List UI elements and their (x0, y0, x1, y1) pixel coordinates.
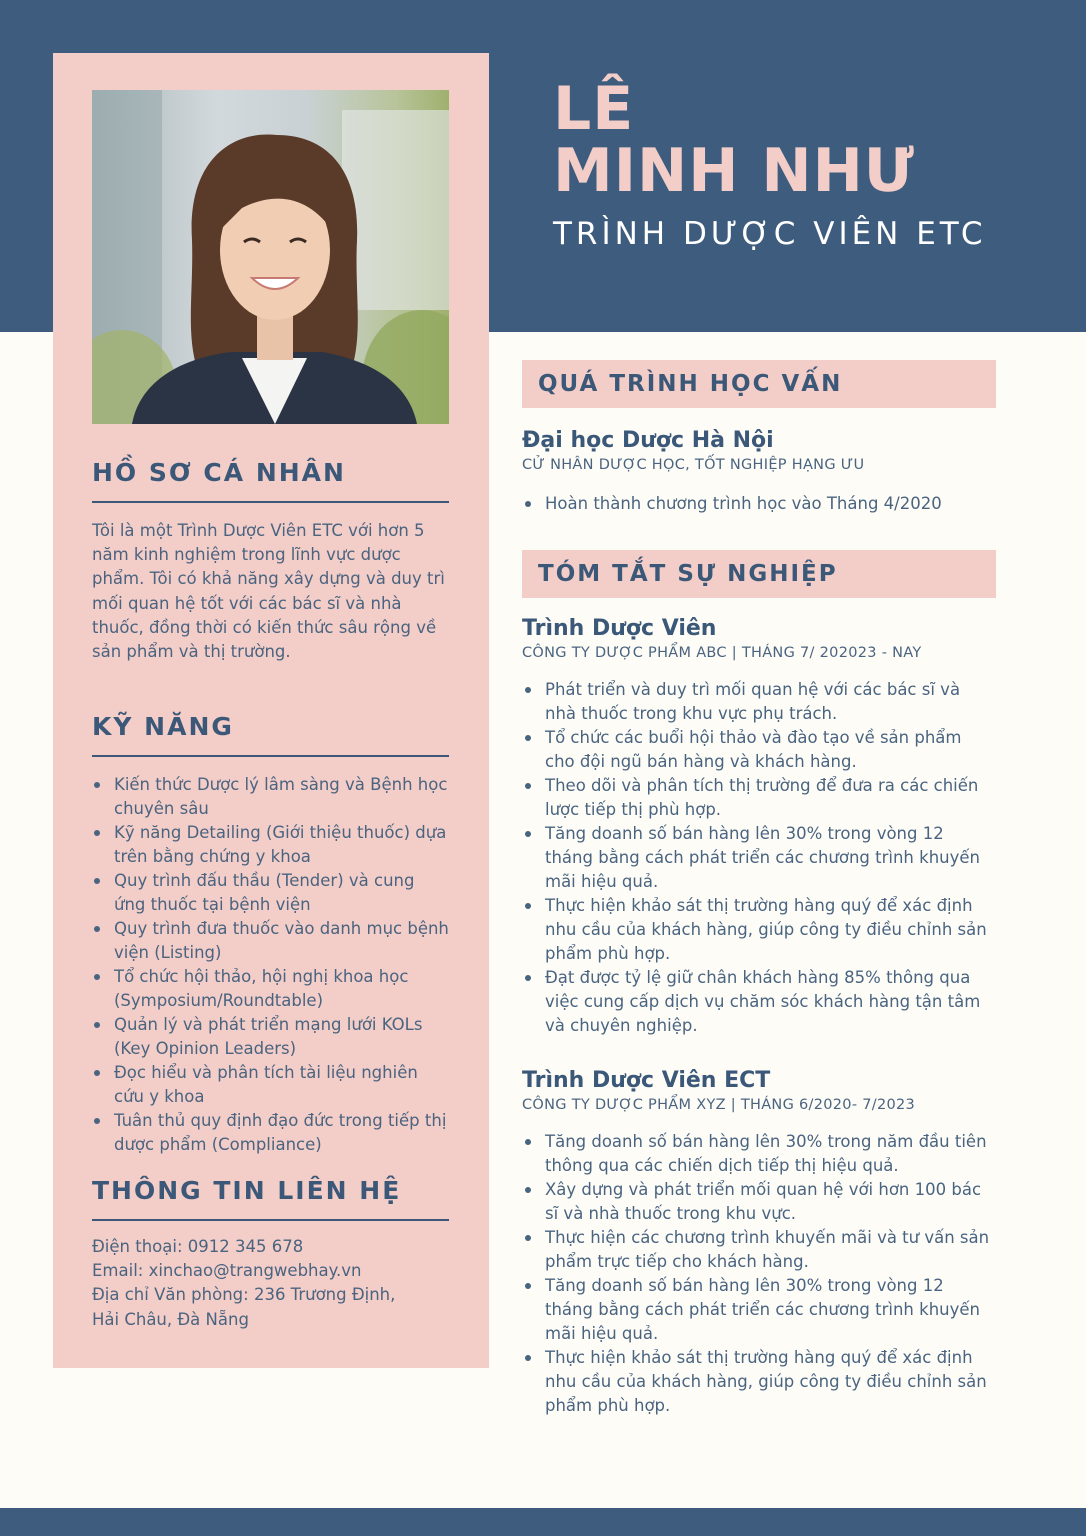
contact-address-line1: Địa chỉ Văn phòng: 236 Trương Định, (92, 1285, 396, 1305)
contact-details (92, 1235, 449, 1332)
education-list (522, 492, 996, 516)
list-item: Tăng doanh số bán hàng lên 30% trong vòng 12 tháng bằng cách phát triển các chương trình khuyến mãi hiệu quả. (522, 1274, 996, 1346)
list-item: Tuân thủ quy định đạo đức trong tiếp thị dược phẩm (Compliance) (92, 1109, 449, 1157)
contact-address-line2: Hải Châu, Đà Nẵng (92, 1309, 249, 1329)
education-heading: QUÁ TRÌNH HỌC VẤN (522, 360, 996, 408)
list-item: Đọc hiểu và phân tích tài liệu nghiên cứu y khoa (92, 1061, 449, 1109)
list-item: Thực hiện khảo sát thị trường hàng quý để xác định nhu cầu của khách hàng, giúp công ty điều chỉnh sản phẩm phù hợp. (522, 894, 996, 966)
list-item: Quy trình đấu thầu (Tender) và cung ứng thuốc tại bệnh viện (92, 869, 449, 917)
list-item: Kỹ năng Detailing (Giới thiệu thuốc) dựa trên bằng chứng y khoa (92, 821, 449, 869)
job-2-title: Trình Dược Viên ECT (522, 1068, 771, 1093)
list-item: Theo dõi và phân tích thị trường để đưa ra các chiến lược tiếp thị phù hợp. (522, 774, 996, 822)
list-item: Hoàn thành chương trình học vào Tháng 4/2020 (522, 492, 996, 516)
list-item: Tăng doanh số bán hàng lên 30% trong vòng 12 tháng bằng cách phát triển các chương trình khuyến mãi hiệu quả. (522, 822, 996, 894)
career-heading: TÓM TẮT SỰ NGHIỆP (522, 550, 996, 598)
sidebar (53, 53, 489, 1368)
profile-heading: HỒ SƠ CÁ NHÂN (92, 458, 449, 503)
portrait-image (92, 90, 449, 424)
list-item: Xây dựng và phát triển mối quan hệ với hơn 100 bác sĩ và nhà thuốc trong khu vực. (522, 1178, 996, 1226)
contact-phone: Điện thoại: 0912 345 678 (92, 1237, 304, 1256)
contact-section (92, 1176, 449, 1332)
list-item: Quy trình đưa thuốc vào danh mục bệnh viện (Listing) (92, 917, 449, 965)
profile-text: Tôi là một Trình Dược Viên ETC với hơn 5 năm kinh nghiệm trong lĩnh vực dược phẩm. Tôi có khả năng xây dựng và duy trì mối quan hệ tốt với các bác sĩ và nhà thuốc, đồng thời có kiến thức sâu rộng về sản phẩm và thị trường. (92, 521, 445, 662)
skills-list (92, 773, 449, 1157)
list-item: Tổ chức hội thảo, hội nghị khoa học (Symposium/Roundtable) (92, 965, 449, 1013)
profile-section (92, 458, 449, 664)
list-item: Tăng doanh số bán hàng lên 30% trong năm đầu tiên thông qua các chiến dịch tiếp thị hiệu quả. (522, 1130, 996, 1178)
degree: CỬ NHÂN DƯỢC HỌC, TỐT NGHIỆP HẠNG ƯU (522, 457, 865, 473)
contact-email: Email: xinchao@trangwebhay.vn (92, 1261, 362, 1281)
job-1-list (522, 678, 996, 1038)
profile-photo (92, 90, 449, 424)
list-item: Kiến thức Dược lý lâm sàng và Bệnh học chuyên sâu (92, 773, 449, 821)
first-name: LÊ (553, 74, 635, 144)
list-item: Thực hiện khảo sát thị trường hàng quý để xác định nhu cầu của khách hàng, giúp công ty điều chỉnh sản phẩm phù hợp. (522, 1346, 996, 1418)
education-section (522, 360, 996, 516)
contact-heading: THÔNG TIN LIÊN HỆ (92, 1176, 449, 1221)
footer-band (0, 1508, 1086, 1536)
career-section (522, 550, 996, 1418)
school-name: Đại học Dược Hà Nội (522, 428, 774, 453)
list-item: Tổ chức các buổi hội thảo và đào tạo về sản phẩm cho đội ngũ bán hàng và khách hàng. (522, 726, 996, 774)
job-1-company: CÔNG TY DƯỢC PHẨM ABC | THÁNG 7/ 202023 - NAY (522, 645, 922, 661)
job-2-list (522, 1130, 996, 1418)
job-title: TRÌNH DƯỢC VIÊN ETC (553, 216, 987, 252)
job-1-title: Trình Dược Viên (522, 616, 717, 641)
last-name: MINH NHƯ (553, 136, 915, 206)
list-item: Quản lý và phát triển mạng lưới KOLs (Key Opinion Leaders) (92, 1013, 449, 1061)
job-2-company: CÔNG TY DƯỢC PHẨM XYZ | THÁNG 6/2020- 7/2023 (522, 1097, 916, 1113)
list-item: Thực hiện các chương trình khuyến mãi và tư vấn sản phẩm trực tiếp cho khách hàng. (522, 1226, 996, 1274)
name-block (553, 74, 987, 252)
skills-section (92, 712, 449, 1157)
list-item: Đạt được tỷ lệ giữ chân khách hàng 85% thông qua việc cung cấp dịch vụ chăm sóc khách hàng tận tâm và chuyên nghiệp. (522, 966, 996, 1038)
skills-heading: KỸ NĂNG (92, 712, 449, 757)
list-item: Phát triển và duy trì mối quan hệ với các bác sĩ và nhà thuốc trong khu vực phụ trách. (522, 678, 996, 726)
